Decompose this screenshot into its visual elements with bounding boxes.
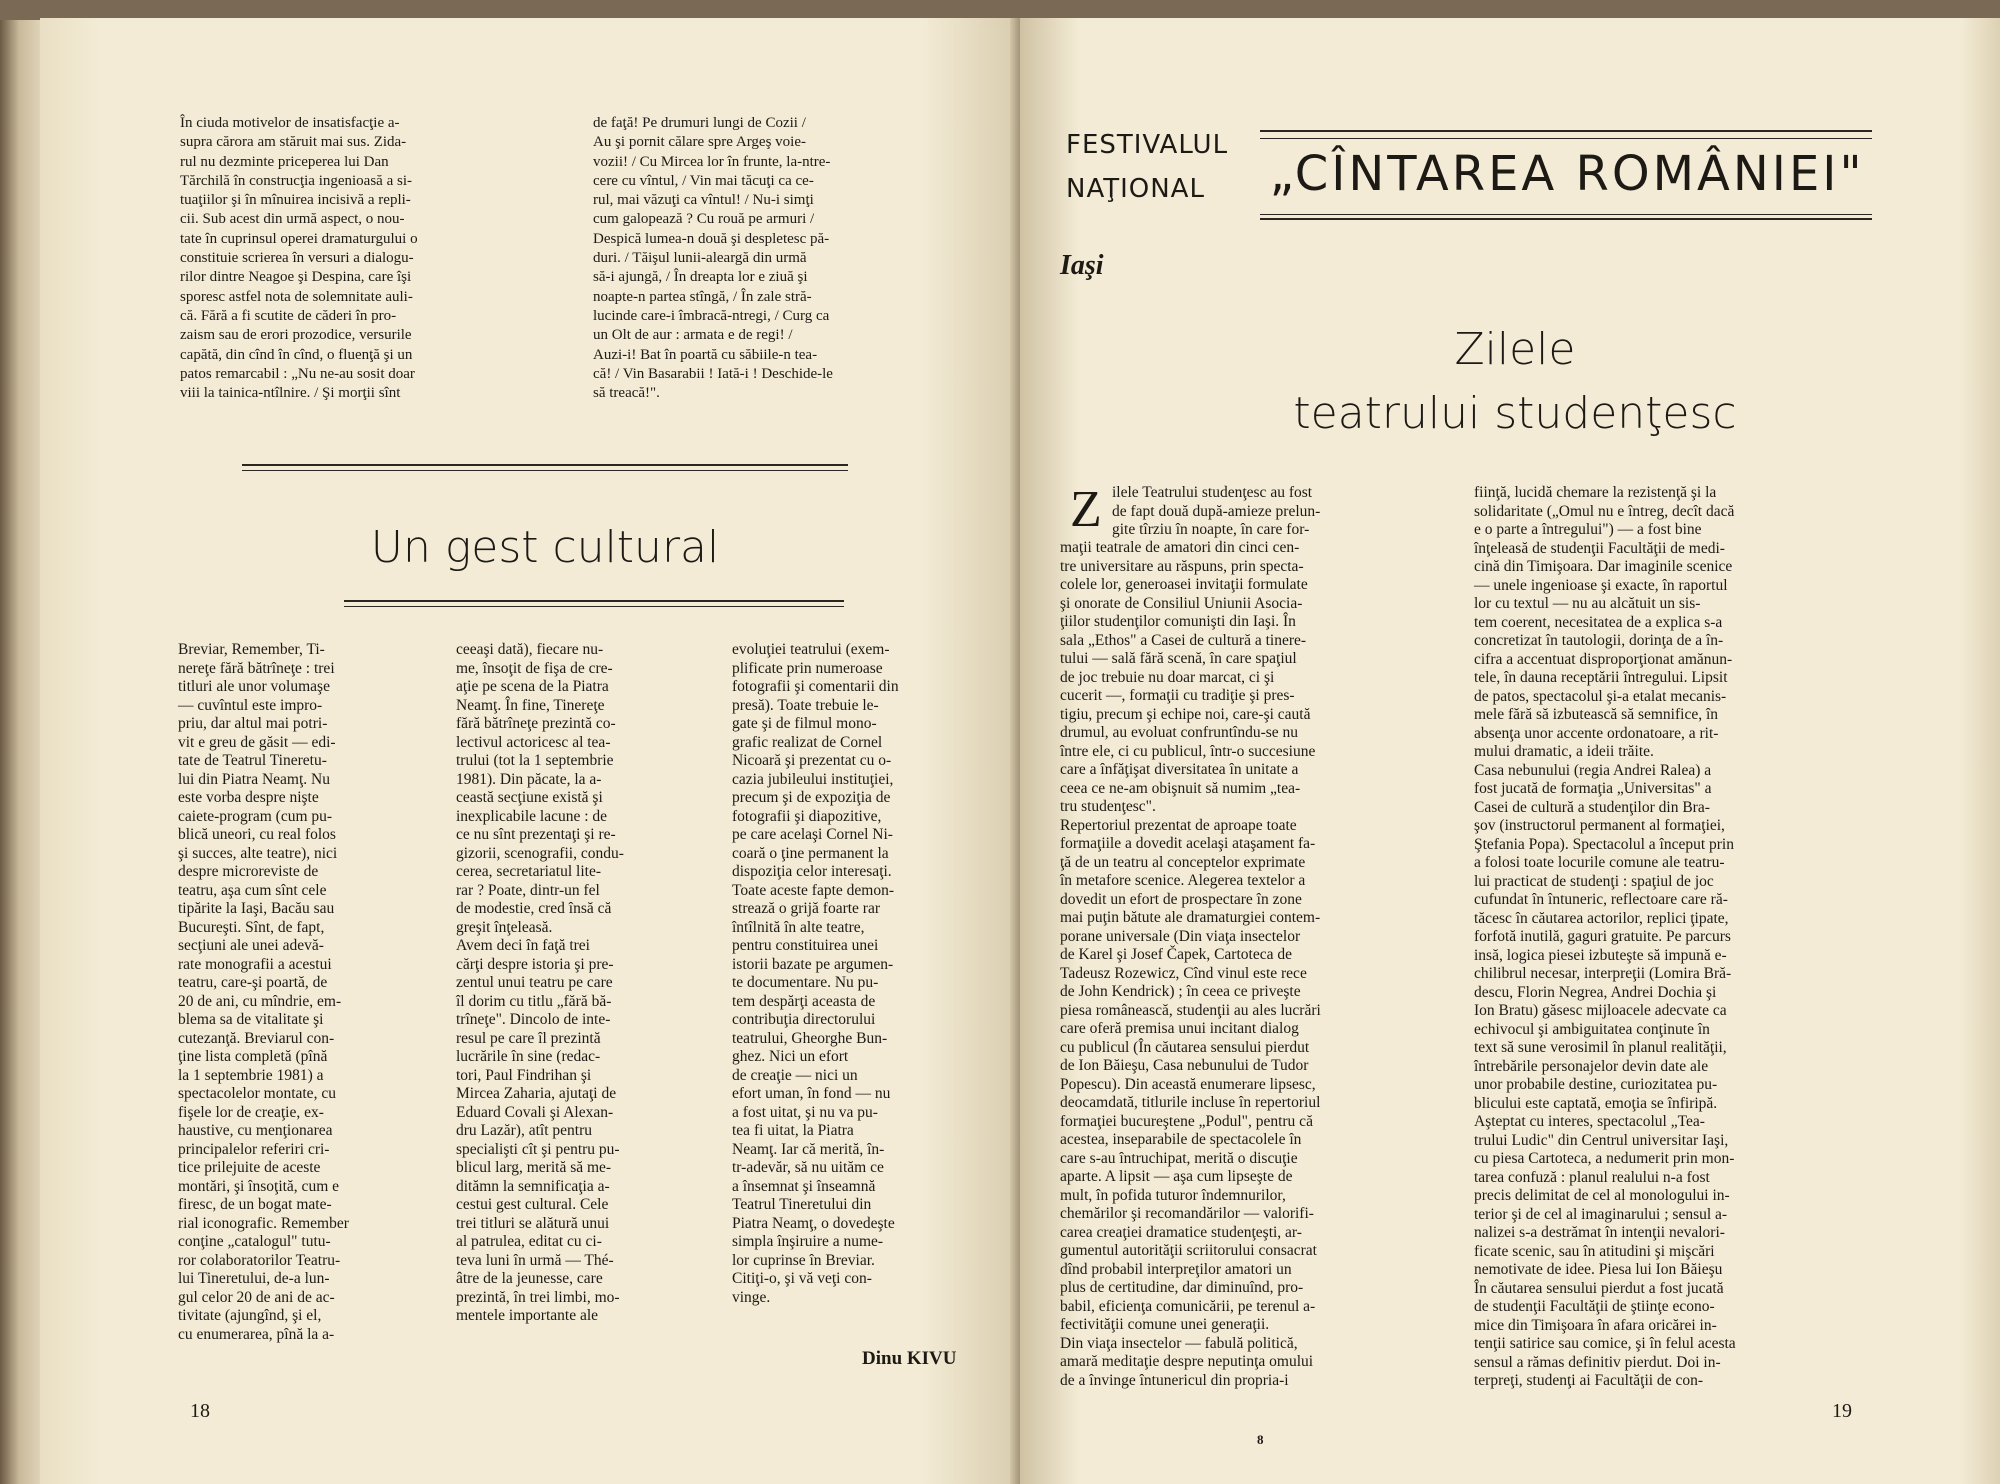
article-title-line-1: Zilele <box>1454 324 1576 375</box>
page-number-right: 19 <box>1832 1400 1852 1422</box>
printer-mark: 8 <box>1257 1432 1264 1447</box>
article-author: Dinu KIVU <box>862 1348 957 1369</box>
festival-rule-top <box>1260 130 1872 132</box>
festival-rule-top-thin <box>1260 138 1872 139</box>
festival-rule-bottom <box>1260 218 1872 220</box>
title-rule-bottom-thin <box>344 606 844 607</box>
page-number-left: 18 <box>190 1400 210 1422</box>
drop-cap: Z <box>1070 481 1102 538</box>
festival-rule-bottom-thin <box>1260 214 1872 215</box>
intro-column-2: de faţă! Pe drumuri lungi de Cozii / Au şi pornit călare spre Argeş voie- vozii! / Cu Mircea lor în frunte, la-ntre- cere cu vîntul, / Vin mai tăcuţi ca ce- rul, mai văzuţi ca vîntul! / Nu-i simţi cum galopează ? Cu rouă pe armuri / Despică lumea-n două şi despletesc pă- duri. / Tăişul lunii-aleargă din urmă să-i ajungă, / În dreapta lor e ziuă şi noapte-n partea stîngă, / În zale stră- lucinde care-i îmbracă-ntregi, / Curg ca un Olt de aur : armata e de regi! / Auzi-i! Bat în poartă cu săbiile-n tea- că! / Vin Basarabii ! Iată-i ! Deschide-le să treacă!". <box>593 115 833 402</box>
article-column-1: maţii teatrale de amatori din cinci cen- tre universitare au răspuns, prin specta- colele lor, generoasei invitaţii formulate şi onorate de Consiliul Uniunii Asocia- ţiilor studenţilor comunişti din Iaşi. În sala „Ethos" a Casei de cultură a tinere- tului — sală fără scenă, în care spaţiul de joc trebuie nu doar marcat, ci şi cucerit —, formaţii cu tradiţie şi pres- tigiu, precum şi echipe noi, care-şi caută drumul, au evoluat confruntîndu-se nu între ele, ci cu publicul, într-o succesiune care a înfăţişat diversitatea în unitate a ceea ce ne-am obişnuit să numim „tea- tru studenţesc". Repertoriul prezentat de aproape toate formaţiile a dovedit acelaşi ataşament fa- ţă de un teatru al conceptelor exprimate în metafore scenice. Alegerea textelor a dovedit un efort de prospectare în zone mai puţin bătute ale dramaturgiei contem- porane universale (Din viaţa insectelor de Karel şi Josef Čapek, Cartoteca de Tadeusz Rozewicz, Cînd vinul este rece de John Kendrick) ; în ceea ce priveşte piesa românească, studenţii au ales lucrări care oferă premisa unui incitant dialog cu publicul (În căutarea sensului pierdut de Ion Băieşu, Casa nebunului de Tudor Popescu). Din această enumerare lipsesc, deocamdată, titlurile incluse în repertoriul formaţiei bucureştene „Podul", pentru că acestea, inseparabile de spectacolele în care s-au întruchipat, merită o discuţie aparte. A lipsit — aşa cum lipseşte de mult, în pofida tuturor îndemnurilor, chemărilor şi recomandărilor — valorifi- carea creaţiei dramatice studenţeşti, ar- gumentul autorităţii scriitorului consacrat dînd probabil interpreţilor amatori un plus de certitudine, dar diminuînd, pro- babil, eficienţa comunicării, pe terenul a- fectivităţii comune unei generaţii. Din viaţa insectelor — fabulă politică, amară meditaţie despre neputinţa omului de a învinge întunericul din propria-i <box>1060 539 1321 1389</box>
right-page <box>1020 18 2000 1484</box>
article-column-1: Breviar, Remember, Ti- nereţe fără bătrîneţe : trei titluri ale unor volumaşe — cuvîntul este impro- priu, dar altul mai potri- vit e greu de găsit — edi- tate de Teatrul Tineretu- lui din Piatra Neamţ. Nu este vorba despre nişte caiete-program (cum pu- blică uneori, cu real folos şi succes, alte teatre), nici despre microreviste de teatru, aşa cum sînt cele tipărite la Iaşi, Bacău sau Bucureşti. Sînt, de fapt, secţiuni ale unei adevă- rate monografii a acestui teatru, care-şi poartă, de 20 de ani, cu mîndrie, em- blema sa de vitalitate şi cutezanţă. Breviarul con- ţine lista completă (pînă la 1 septembrie 1981) a spectacolelor montate, cu fişele lor de creaţie, ex- haustive, cu menţionarea principalelor referiri cri- tice prilejuite de aceste montări, şi însoţită, cum e firesc, de un bogat mate- rial iconografic. Remember conţine „catalogul" tutu- ror colaboratorilor Teatru- lui Tineretului, de-a lun- gul celor 20 de ani de ac- tivitate (ajungînd, şi el, cu enumerarea, pînă la a- <box>178 641 349 1343</box>
festival-label-line-2: NAŢIONAL <box>1066 174 1205 204</box>
article-column-2: fiinţă, lucidă chemare la rezistenţă şi la solidaritate („Omul nu e întreg, decît dacă e o parte a întregului") — a fost bine înţeleasă de studenţii Facultăţii de medi- cină din Timişoara. Dar imaginile scenice — unele ingenioase şi exacte, în raportul lor cu textul — nu au alcătuit un sis- tem coerent, necesitatea de a explica s-a concretizat în tautologii, dorinţa de a în- cifra a accentuat disproporţionat amănun- tele, în dauna receptării întregului. Lipsit de patos, spectacolul şi-a etalat mecanis- mele fără să izbutească să semnifice, în absenţa unor accente ordonatoare, a rit- mului dramatic, a ideii trăite. Casa nebunului (regia Andrei Ralea) a fost jucată de formaţia „Universitas" a Casei de cultură a studenţilor din Bra- şov (instructorul permanent al formaţiei, Ştefania Popa). Spectacolul a început prin a folosi toate locurile comune ale teatru- lui practicat de studenţi : spaţiul de joc cufundat în întuneric, reflectoare care ră- tăcesc în căutarea actorilor, replici ţipate, forfotă inutilă, gaguri gratuite. Pe parcurs insă, logica piesei izbuteşte să impună e- chilibrul necesar, interpreţii (Lomira Bră- descu, Florin Negrea, Andrei Dochia şi Ion Bratu) găsesc mijloacele adecvate ca echivocul şi ambiguitatea conţinute în text să sune verosimil în planul realităţii, întrebările personajelor devin date ale unor probabile destine, curiozitatea pu- blicului este captată, emoţia se înfiripă. Aşteptat cu interes, spectacolul „Tea- trului Ludic" din Centrul universitar Iaşi, cu piesa Cartoteca, a nedumerit prin mon- tarea confuză : planul realului n-a fost precis delimitat de cel al monologului in- terior şi de cel al imaginarului ; sensul a- nalizei s-a destrămat în intenţii nevalori- ficate scenic, sau în atitudini şi mişcări nemotivate de idee. Piesa lui Ion Băieşu În căutarea sensului pierdut a fost jucată de studenţii Facultăţii de ştiinţe econo- mice din Timişoara în afara oricărei in- tenţii satirice sau comice, şi în felul acesta sensul a rămas definitiv pierdut. Doi in- terpreţi, studenţi ai Facultăţii de con- <box>1474 484 1736 1389</box>
title-rule-bottom <box>344 600 844 602</box>
festival-name: „CÎNTAREA ROMÂNIEI" <box>1269 146 1865 202</box>
article-column-2: ceeaşi dată), fiecare nu- me, însoţit de fişa de cre- aţie pe scena de la Piatra Neamţ. În fine, Tinereţe fără bătrîneţe prezintă co- lectivul actoricesc al tea- trului (tot la 1 septembrie 1981). Din păcate, la a- ceastă secţiune există şi inexplicabile lacune : de ce nu sînt prezentaţi şi re- gizorii, scenografii, condu- cerea, secretariatul lite- rar ? Poate, dintr-un fel de modestie, cred însă că greşit înţeleasă. Avem deci în faţă trei cărţi despre istoria şi pre- zentul unui teatru pe care îl dorim cu titlu „fără bă- trîneţe". Dincolo de inte- resul pe care îl prezintă lucrările în sine (redac- tori, Paul Findrihan şi Mircea Zaharia, ajutaţi de Eduard Covali şi Alexan- dru Lazăr), atît pentru specialişti cît şi pentru pu- blicul larg, merită să me- ditămn la semnificaţia a- cestui gest cultural. Cele trei titluri se alătură unui al patrulea, editat cu ci- teva luni în urmă — Thé- âtre de la jeunesse, care prezintă, în trei limbi, mo- mentele importante ale <box>456 641 624 1324</box>
article-title: Un gest cultural <box>370 522 720 573</box>
article-column-1-intro: ilele Teatrului studenţesc au fost de fapt două după-amieze prelun- gite tîrziu în noapte, în care for- <box>1112 484 1321 538</box>
article-column-3: evoluţiei teatrului (exem- plificate prin numeroase fotografii şi comentarii din presă). Toate trebuie le- gate şi de filmul mono- grafic realizat de Cornel Nicoară şi prezentat cu o- cazia jubileului instituţiei, precum şi de expoziţia de fotografii şi diapozitive, pe care acelaşi Cornel Ni- coară o ţine permanent la dispoziţia celor interesaţi. Toate aceste fapte demon- strează o grijă foarte rar întîlnită în alte teatre, pentru constituirea unei istorii bazate pe argumen- te documentare. Nu pu- tem despărţi aceasta de contribuţia directorului teatrului, Gheorghe Bun- ghez. Nici un efort de creaţie — nici un efort uman, în fond — nu a fost uitat, şi nu va pu- tea fi uitat, la Piatra Neamţ. Iar că merită, în- tr-adevăr, să nu uităm ce a însemnat şi înseamnă Teatrul Tineretului din Piatra Neamţ, o dovedeşte simpla înşiruire a nume- lor cuprinse în Breviar. Citiţi-o, şi vă veţi con- vinge. <box>732 641 899 1306</box>
left-page <box>40 18 1020 1484</box>
festival-label-line-1: FESTIVALUL <box>1066 130 1229 160</box>
article-title-line-2: teatrului studenţesc <box>1293 388 1737 439</box>
title-rule-top-thin <box>242 470 848 471</box>
title-rule-top <box>242 464 848 466</box>
city-label: Iaşi <box>1060 250 1104 281</box>
intro-column-1: În ciuda motivelor de insatisfacţie a- supra cărora am stăruit mai sus. Zida- rul nu dezminte priceperea lui Dan Tărchilă în construcţia ingenioasă a si- tuaţiilor şi în mînuirea incisivă a repli- cii. Sub acest din urmă aspect, o nou- tate în cuprinsul operei dramaturgului o constituie scrierea în versuri a dialogu- rilor dintre Neagoe şi Despina, care îşi sporesc astfel nota de solemnitate auli- că. Fără a fi scutite de căderi în pro- zaism sau de erori prozodice, versurile capătă, din cînd în cînd, o fluenţă şi un patos remarcabil : „Nu ne-au sosit doar viii la tainica-ntîlnire. / Şi morţii sînt <box>180 115 418 402</box>
